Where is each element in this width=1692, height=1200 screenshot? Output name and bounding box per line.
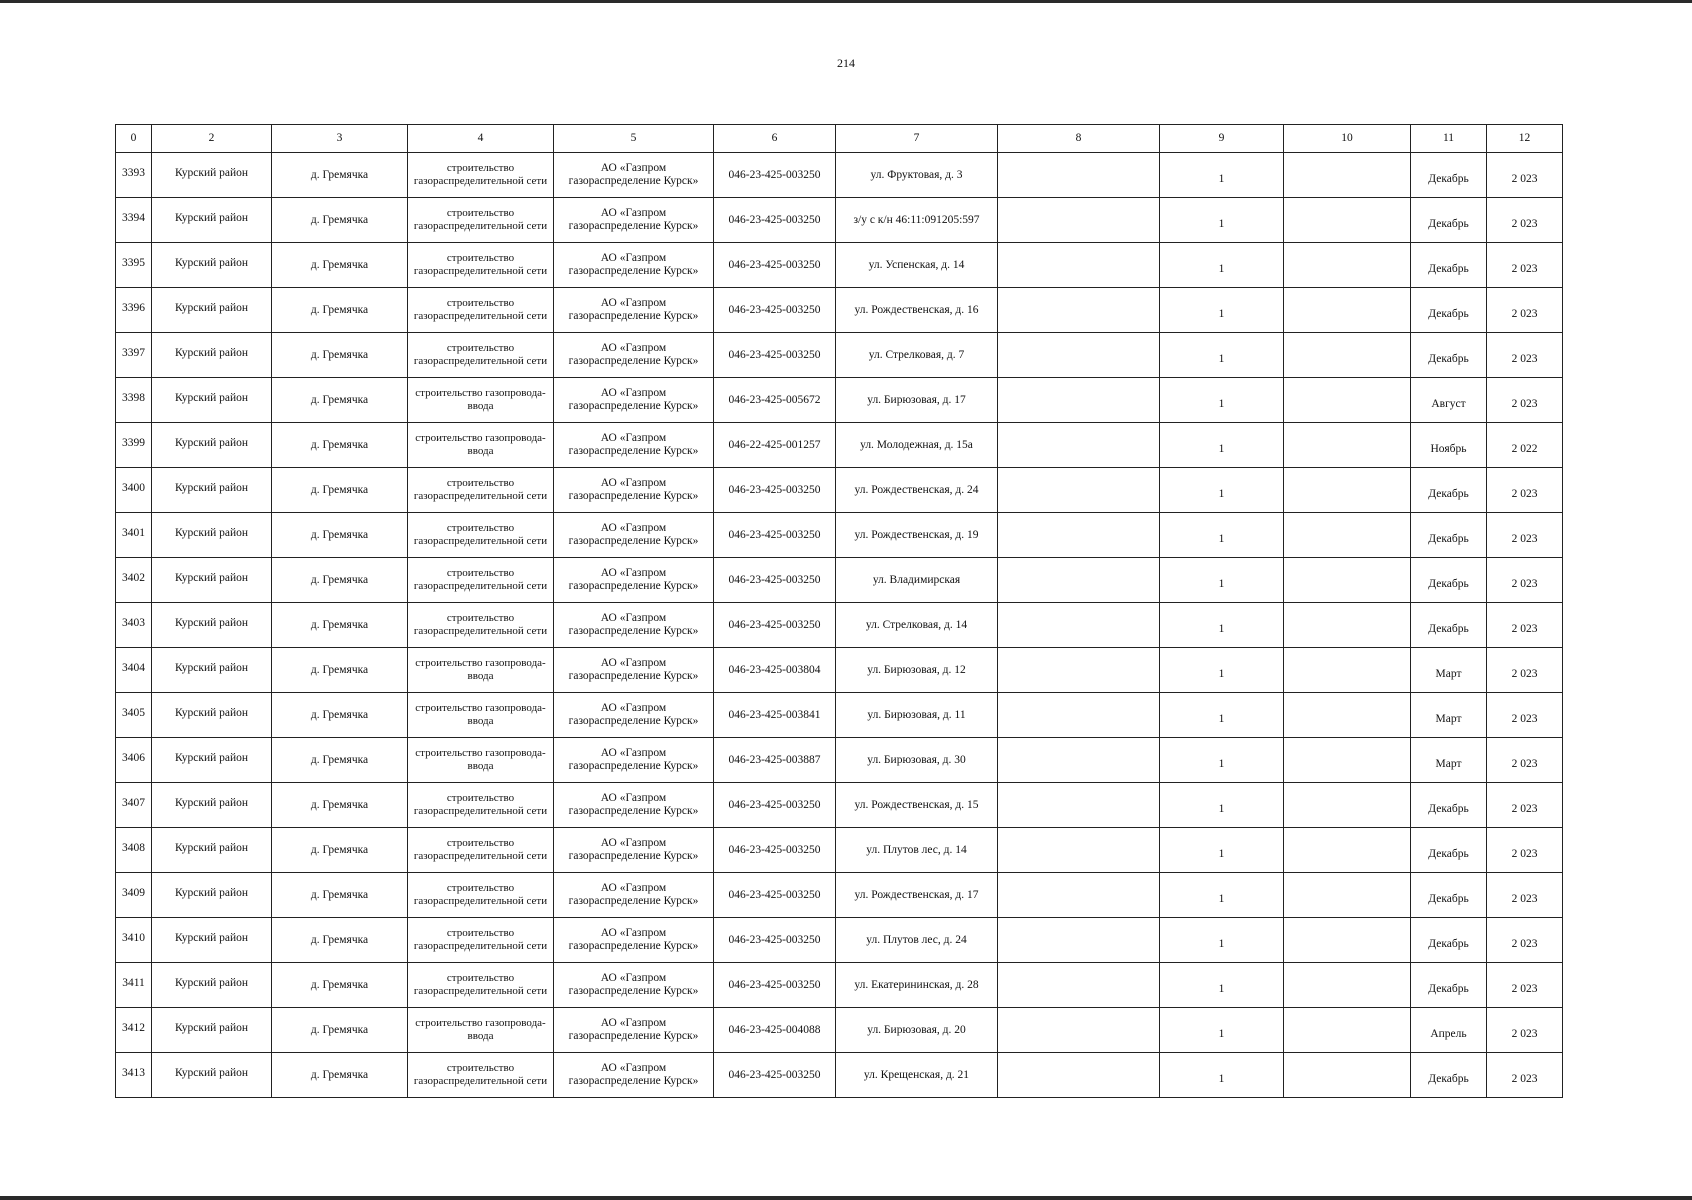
organization-cell: АО «Газпром газораспределение Курск» xyxy=(554,648,714,693)
quantity-cell: 1 xyxy=(1160,153,1284,198)
quantity-cell: 1 xyxy=(1160,423,1284,468)
year-cell: 2 023 xyxy=(1487,738,1563,783)
quantity-cell: 1 xyxy=(1160,963,1284,1008)
district-cell: Курский район xyxy=(152,783,272,828)
district-cell: Курский район xyxy=(152,738,272,783)
locality-cell: д. Гремячка xyxy=(272,918,408,963)
column-8-cell xyxy=(998,288,1160,333)
column-header: 3 xyxy=(272,125,408,153)
table-row xyxy=(116,738,1563,783)
work-type-cell: строительство газораспределительной сети xyxy=(408,333,554,378)
address-cell: з/у с к/н 46:11:091205:597 xyxy=(836,198,998,243)
year-cell: 2 023 xyxy=(1487,783,1563,828)
organization-cell: АО «Газпром газораспределение Курск» xyxy=(554,828,714,873)
locality-cell: д. Гремячка xyxy=(272,378,408,423)
code-cell: 046-23-425-003887 xyxy=(714,738,836,783)
month-cell: Декабрь xyxy=(1411,513,1487,558)
code-cell: 046-23-425-003250 xyxy=(714,468,836,513)
year-cell: 2 023 xyxy=(1487,153,1563,198)
year-cell: 2 023 xyxy=(1487,333,1563,378)
column-header: 5 xyxy=(554,125,714,153)
locality-cell: д. Гремячка xyxy=(272,963,408,1008)
column-8-cell xyxy=(998,558,1160,603)
organization-cell: АО «Газпром газораспределение Курск» xyxy=(554,378,714,423)
locality-cell: д. Гремячка xyxy=(272,828,408,873)
year-cell: 2 023 xyxy=(1487,468,1563,513)
column-8-cell xyxy=(998,333,1160,378)
month-cell: Декабрь xyxy=(1411,198,1487,243)
year-cell: 2 023 xyxy=(1487,873,1563,918)
month-cell: Декабрь xyxy=(1411,558,1487,603)
organization-cell: АО «Газпром газораспределение Курск» xyxy=(554,963,714,1008)
organization-cell: АО «Газпром газораспределение Курск» xyxy=(554,558,714,603)
district-cell: Курский район xyxy=(152,1008,272,1053)
row-number: 3411 xyxy=(116,963,152,1008)
column-10-cell xyxy=(1284,603,1411,648)
table-row xyxy=(116,828,1563,873)
work-type-cell: строительство газораспределительной сети xyxy=(408,513,554,558)
district-cell: Курский район xyxy=(152,198,272,243)
work-type-cell: строительство газораспределительной сети xyxy=(408,288,554,333)
organization-cell: АО «Газпром газораспределение Курск» xyxy=(554,288,714,333)
column-header: 9 xyxy=(1160,125,1284,153)
code-cell: 046-23-425-003250 xyxy=(714,873,836,918)
district-cell: Курский район xyxy=(152,963,272,1008)
column-10-cell xyxy=(1284,918,1411,963)
code-cell: 046-23-425-003250 xyxy=(714,333,836,378)
row-number: 3400 xyxy=(116,468,152,513)
table-row xyxy=(116,378,1563,423)
district-cell: Курский район xyxy=(152,468,272,513)
month-cell: Декабрь xyxy=(1411,333,1487,378)
month-cell: Август xyxy=(1411,378,1487,423)
column-8-cell xyxy=(998,243,1160,288)
locality-cell: д. Гремячка xyxy=(272,1053,408,1098)
code-cell: 046-23-425-003250 xyxy=(714,918,836,963)
month-cell: Декабрь xyxy=(1411,1053,1487,1098)
table-row xyxy=(116,603,1563,648)
year-cell: 2 023 xyxy=(1487,648,1563,693)
quantity-cell: 1 xyxy=(1160,738,1284,783)
quantity-cell: 1 xyxy=(1160,378,1284,423)
year-cell: 2 023 xyxy=(1487,828,1563,873)
table-row xyxy=(116,513,1563,558)
year-cell: 2 023 xyxy=(1487,513,1563,558)
district-cell: Курский район xyxy=(152,558,272,603)
month-cell: Декабрь xyxy=(1411,873,1487,918)
month-cell: Декабрь xyxy=(1411,468,1487,513)
column-10-cell xyxy=(1284,198,1411,243)
quantity-cell: 1 xyxy=(1160,1008,1284,1053)
row-number: 3405 xyxy=(116,693,152,738)
row-number: 3401 xyxy=(116,513,152,558)
scan-edge-top xyxy=(0,0,1692,3)
column-8-cell xyxy=(998,468,1160,513)
work-type-cell: строительство газораспределительной сети xyxy=(408,783,554,828)
locality-cell: д. Гремячка xyxy=(272,738,408,783)
year-cell: 2 023 xyxy=(1487,603,1563,648)
quantity-cell: 1 xyxy=(1160,918,1284,963)
locality-cell: д. Гремячка xyxy=(272,243,408,288)
column-10-cell xyxy=(1284,783,1411,828)
column-8-cell xyxy=(998,153,1160,198)
code-cell: 046-23-425-003250 xyxy=(714,288,836,333)
organization-cell: АО «Газпром газораспределение Курск» xyxy=(554,243,714,288)
locality-cell: д. Гремячка xyxy=(272,693,408,738)
table-row xyxy=(116,693,1563,738)
code-cell: 046-23-425-003804 xyxy=(714,648,836,693)
scan-edge-bottom xyxy=(0,1196,1692,1200)
address-cell: ул. Стрелковая, д. 14 xyxy=(836,603,998,648)
month-cell: Март xyxy=(1411,648,1487,693)
locality-cell: д. Гремячка xyxy=(272,1008,408,1053)
work-type-cell: строительство газопровода-ввода xyxy=(408,693,554,738)
month-cell: Март xyxy=(1411,738,1487,783)
quantity-cell: 1 xyxy=(1160,873,1284,918)
column-8-cell xyxy=(998,963,1160,1008)
column-8-cell xyxy=(998,738,1160,783)
column-10-cell xyxy=(1284,873,1411,918)
page-number: 214 xyxy=(837,56,855,70)
column-header: 10 xyxy=(1284,125,1411,153)
month-cell: Ноябрь xyxy=(1411,423,1487,468)
year-cell: 2 023 xyxy=(1487,963,1563,1008)
column-10-cell xyxy=(1284,513,1411,558)
column-8-cell xyxy=(998,873,1160,918)
organization-cell: АО «Газпром газораспределение Курск» xyxy=(554,333,714,378)
address-cell: ул. Рождественская, д. 24 xyxy=(836,468,998,513)
column-header: 6 xyxy=(714,125,836,153)
code-cell: 046-22-425-001257 xyxy=(714,423,836,468)
address-cell: ул. Бирюзовая, д. 20 xyxy=(836,1008,998,1053)
locality-cell: д. Гремячка xyxy=(272,423,408,468)
column-8-cell xyxy=(998,1008,1160,1053)
quantity-cell: 1 xyxy=(1160,333,1284,378)
month-cell: Декабрь xyxy=(1411,153,1487,198)
code-cell: 046-23-425-003250 xyxy=(714,558,836,603)
address-cell: ул. Успенская, д. 14 xyxy=(836,243,998,288)
month-cell: Март xyxy=(1411,693,1487,738)
locality-cell: д. Гремячка xyxy=(272,513,408,558)
quantity-cell: 1 xyxy=(1160,198,1284,243)
address-cell: ул. Молодежная, д. 15а xyxy=(836,423,998,468)
code-cell: 046-23-425-003250 xyxy=(714,243,836,288)
column-header: 8 xyxy=(998,125,1160,153)
address-cell: ул. Бирюзовая, д. 12 xyxy=(836,648,998,693)
column-10-cell xyxy=(1284,738,1411,783)
district-cell: Курский район xyxy=(152,378,272,423)
column-10-cell xyxy=(1284,423,1411,468)
district-cell: Курский район xyxy=(152,243,272,288)
district-cell: Курский район xyxy=(152,918,272,963)
address-cell: ул. Екатерининская, д. 28 xyxy=(836,963,998,1008)
column-8-cell xyxy=(998,918,1160,963)
code-cell: 046-23-425-003250 xyxy=(714,513,836,558)
year-cell: 2 023 xyxy=(1487,243,1563,288)
code-cell: 046-23-425-003250 xyxy=(714,1053,836,1098)
column-10-cell xyxy=(1284,1053,1411,1098)
column-10-cell xyxy=(1284,378,1411,423)
district-cell: Курский район xyxy=(152,693,272,738)
row-number: 3395 xyxy=(116,243,152,288)
month-cell: Декабрь xyxy=(1411,603,1487,648)
address-cell: ул. Стрелковая, д. 7 xyxy=(836,333,998,378)
column-10-cell xyxy=(1284,468,1411,513)
column-8-cell xyxy=(998,693,1160,738)
column-header: 11 xyxy=(1411,125,1487,153)
locality-cell: д. Гремячка xyxy=(272,333,408,378)
quantity-cell: 1 xyxy=(1160,468,1284,513)
district-cell: Курский район xyxy=(152,603,272,648)
row-number: 3406 xyxy=(116,738,152,783)
year-cell: 2 023 xyxy=(1487,378,1563,423)
column-10-cell xyxy=(1284,333,1411,378)
locality-cell: д. Гремячка xyxy=(272,873,408,918)
address-cell: ул. Фруктовая, д. 3 xyxy=(836,153,998,198)
column-8-cell xyxy=(998,378,1160,423)
row-number: 3399 xyxy=(116,423,152,468)
row-number: 3396 xyxy=(116,288,152,333)
quantity-cell: 1 xyxy=(1160,1053,1284,1098)
column-8-cell xyxy=(998,423,1160,468)
organization-cell: АО «Газпром газораспределение Курск» xyxy=(554,1008,714,1053)
month-cell: Декабрь xyxy=(1411,288,1487,333)
organization-cell: АО «Газпром газораспределение Курск» xyxy=(554,603,714,648)
organization-cell: АО «Газпром газораспределение Курск» xyxy=(554,153,714,198)
row-number: 3403 xyxy=(116,603,152,648)
work-type-cell: строительство газопровода-ввода xyxy=(408,1008,554,1053)
year-cell: 2 023 xyxy=(1487,198,1563,243)
locality-cell: д. Гремячка xyxy=(272,153,408,198)
row-number: 3408 xyxy=(116,828,152,873)
row-number: 3402 xyxy=(116,558,152,603)
month-cell: Декабрь xyxy=(1411,783,1487,828)
work-type-cell: строительство газораспределительной сети xyxy=(408,198,554,243)
table-row xyxy=(116,243,1563,288)
row-number: 3413 xyxy=(116,1053,152,1098)
quantity-cell: 1 xyxy=(1160,603,1284,648)
work-type-cell: строительство газораспределительной сети xyxy=(408,558,554,603)
locality-cell: д. Гремячка xyxy=(272,783,408,828)
locality-cell: д. Гремячка xyxy=(272,603,408,648)
address-cell: ул. Бирюзовая, д. 30 xyxy=(836,738,998,783)
work-type-cell: строительство газопровода-ввода xyxy=(408,423,554,468)
quantity-cell: 1 xyxy=(1160,288,1284,333)
table-row xyxy=(116,333,1563,378)
district-cell: Курский район xyxy=(152,288,272,333)
work-type-cell: строительство газораспределительной сети xyxy=(408,603,554,648)
work-type-cell: строительство газораспределительной сети xyxy=(408,153,554,198)
row-number: 3407 xyxy=(116,783,152,828)
row-number: 3404 xyxy=(116,648,152,693)
column-8-cell xyxy=(998,783,1160,828)
work-type-cell: строительство газопровода-ввода xyxy=(408,738,554,783)
district-cell: Курский район xyxy=(152,153,272,198)
organization-cell: АО «Газпром газораспределение Курск» xyxy=(554,783,714,828)
organization-cell: АО «Газпром газораспределение Курск» xyxy=(554,198,714,243)
column-10-cell xyxy=(1284,558,1411,603)
table-header-row xyxy=(116,125,1563,153)
address-cell: ул. Плутов лес, д. 14 xyxy=(836,828,998,873)
table-row xyxy=(116,198,1563,243)
table-row xyxy=(116,288,1563,333)
table-row xyxy=(116,783,1563,828)
address-cell: ул. Рождественская, д. 19 xyxy=(836,513,998,558)
column-10-cell xyxy=(1284,828,1411,873)
year-cell: 2 023 xyxy=(1487,1053,1563,1098)
district-cell: Курский район xyxy=(152,828,272,873)
row-number: 3394 xyxy=(116,198,152,243)
work-type-cell: строительство газораспределительной сети xyxy=(408,963,554,1008)
year-cell: 2 023 xyxy=(1487,693,1563,738)
table-row xyxy=(116,963,1563,1008)
organization-cell: АО «Газпром газораспределение Курск» xyxy=(554,513,714,558)
work-type-cell: строительство газораспределительной сети xyxy=(408,918,554,963)
table-body xyxy=(116,153,1563,1098)
organization-cell: АО «Газпром газораспределение Курск» xyxy=(554,693,714,738)
month-cell: Декабрь xyxy=(1411,918,1487,963)
row-number: 3398 xyxy=(116,378,152,423)
district-cell: Курский район xyxy=(152,333,272,378)
table-row xyxy=(116,648,1563,693)
column-8-cell xyxy=(998,603,1160,648)
table-row xyxy=(116,1053,1563,1098)
table-row xyxy=(116,558,1563,603)
column-8-cell xyxy=(998,828,1160,873)
work-type-cell: строительство газораспределительной сети xyxy=(408,828,554,873)
column-10-cell xyxy=(1284,1008,1411,1053)
column-10-cell xyxy=(1284,153,1411,198)
district-cell: Курский район xyxy=(152,423,272,468)
locality-cell: д. Гремячка xyxy=(272,288,408,333)
row-number: 3397 xyxy=(116,333,152,378)
code-cell: 046-23-425-003250 xyxy=(714,153,836,198)
organization-cell: АО «Газпром газораспределение Курск» xyxy=(554,468,714,513)
address-cell: ул. Владимирская xyxy=(836,558,998,603)
address-cell: ул. Крещенская, д. 21 xyxy=(836,1053,998,1098)
district-cell: Курский район xyxy=(152,648,272,693)
address-cell: ул. Бирюзовая, д. 11 xyxy=(836,693,998,738)
quantity-cell: 1 xyxy=(1160,558,1284,603)
locality-cell: д. Гремячка xyxy=(272,468,408,513)
organization-cell: АО «Газпром газораспределение Курск» xyxy=(554,873,714,918)
table-row xyxy=(116,153,1563,198)
quantity-cell: 1 xyxy=(1160,513,1284,558)
year-cell: 2 022 xyxy=(1487,423,1563,468)
work-type-cell: строительство газораспределительной сети xyxy=(408,243,554,288)
work-type-cell: строительство газораспределительной сети xyxy=(408,873,554,918)
locality-cell: д. Гремячка xyxy=(272,198,408,243)
code-cell: 046-23-425-003250 xyxy=(714,198,836,243)
work-type-cell: строительство газораспределительной сети xyxy=(408,468,554,513)
column-header: 7 xyxy=(836,125,998,153)
quantity-cell: 1 xyxy=(1160,648,1284,693)
column-header: 4 xyxy=(408,125,554,153)
address-cell: ул. Рождественская, д. 16 xyxy=(836,288,998,333)
code-cell: 046-23-425-003250 xyxy=(714,603,836,648)
column-10-cell xyxy=(1284,288,1411,333)
table-row xyxy=(116,1008,1563,1053)
row-number: 3393 xyxy=(116,153,152,198)
address-cell: ул. Рождественская, д. 17 xyxy=(836,873,998,918)
month-cell: Декабрь xyxy=(1411,243,1487,288)
column-8-cell xyxy=(998,513,1160,558)
column-10-cell xyxy=(1284,648,1411,693)
year-cell: 2 023 xyxy=(1487,558,1563,603)
quantity-cell: 1 xyxy=(1160,243,1284,288)
address-cell: ул. Бирюзовая, д. 17 xyxy=(836,378,998,423)
column-8-cell xyxy=(998,1053,1160,1098)
table-row xyxy=(116,468,1563,513)
code-cell: 046-23-425-003841 xyxy=(714,693,836,738)
organization-cell: АО «Газпром газораспределение Курск» xyxy=(554,918,714,963)
row-number: 3410 xyxy=(116,918,152,963)
district-cell: Курский район xyxy=(152,873,272,918)
month-cell: Декабрь xyxy=(1411,828,1487,873)
column-header: 0 xyxy=(116,125,152,153)
column-10-cell xyxy=(1284,963,1411,1008)
quantity-cell: 1 xyxy=(1160,693,1284,738)
year-cell: 2 023 xyxy=(1487,918,1563,963)
quantity-cell: 1 xyxy=(1160,783,1284,828)
column-10-cell xyxy=(1284,243,1411,288)
table-row xyxy=(116,873,1563,918)
column-header: 2 xyxy=(152,125,272,153)
code-cell: 046-23-425-003250 xyxy=(714,828,836,873)
work-type-cell: строительство газопровода-ввода xyxy=(408,378,554,423)
table-row xyxy=(116,423,1563,468)
column-8-cell xyxy=(998,648,1160,693)
locality-cell: д. Гремячка xyxy=(272,558,408,603)
month-cell: Декабрь xyxy=(1411,963,1487,1008)
code-cell: 046-23-425-003250 xyxy=(714,963,836,1008)
row-number: 3412 xyxy=(116,1008,152,1053)
locality-cell: д. Гремячка xyxy=(272,648,408,693)
work-type-cell: строительство газораспределительной сети xyxy=(408,1053,554,1098)
month-cell: Апрель xyxy=(1411,1008,1487,1053)
address-cell: ул. Рождественская, д. 15 xyxy=(836,783,998,828)
code-cell: 046-23-425-003250 xyxy=(714,783,836,828)
district-cell: Курский район xyxy=(152,1053,272,1098)
organization-cell: АО «Газпром газораспределение Курск» xyxy=(554,738,714,783)
column-10-cell xyxy=(1284,693,1411,738)
column-header: 12 xyxy=(1487,125,1563,153)
year-cell: 2 023 xyxy=(1487,1008,1563,1053)
address-cell: ул. Плутов лес, д. 24 xyxy=(836,918,998,963)
organization-cell: АО «Газпром газораспределение Курск» xyxy=(554,1053,714,1098)
code-cell: 046-23-425-005672 xyxy=(714,378,836,423)
organization-cell: АО «Газпром газораспределение Курск» xyxy=(554,423,714,468)
district-cell: Курский район xyxy=(152,513,272,558)
data-table xyxy=(115,124,1563,1098)
quantity-cell: 1 xyxy=(1160,828,1284,873)
table-row xyxy=(116,918,1563,963)
column-8-cell xyxy=(998,198,1160,243)
code-cell: 046-23-425-004088 xyxy=(714,1008,836,1053)
year-cell: 2 023 xyxy=(1487,288,1563,333)
row-number: 3409 xyxy=(116,873,152,918)
work-type-cell: строительство газопровода-ввода xyxy=(408,648,554,693)
